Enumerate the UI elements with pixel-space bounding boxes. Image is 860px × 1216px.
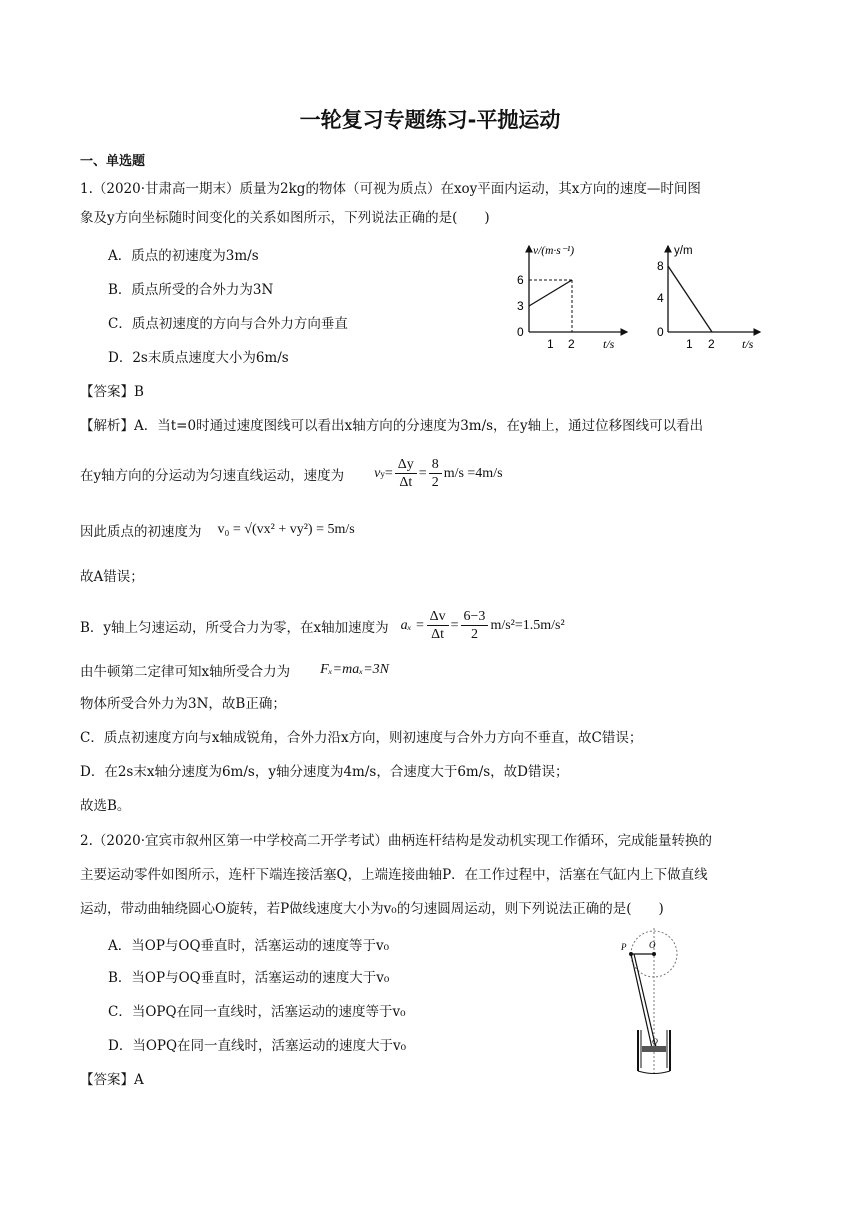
label-q: Q bbox=[652, 1037, 658, 1046]
q1-option-c: C．质点初速度的方向与合外力方向垂直 bbox=[108, 316, 348, 332]
q1-answer: 【答案】B bbox=[80, 384, 144, 400]
q2-option-d: D．当OPQ在同一直线时，活塞运动的速度大于v₀ bbox=[108, 1038, 407, 1054]
section-heading: 一、单选题 bbox=[80, 154, 146, 169]
crank-piston-figure bbox=[612, 926, 692, 1078]
q2-stem-line1: 2.（2020·宜宾市叙州区第一中学校高二开学考试）曲柄连杆结构是发动机实现工作循环，完成能量转换的 bbox=[80, 833, 713, 849]
yt-line bbox=[668, 266, 712, 332]
eq-vy: v y = $\frac{\Delta y}{\Delta t}$ = $\frac{8}{2}$ m/s =4m/s bbox=[374, 457, 503, 490]
q1-sol-text5: B．y轴上匀速运动，所受合力为零，在x轴加速度为 bbox=[80, 619, 389, 636]
q1-solution-line1: 【解析】A．当t=0时通过速度图线可以看出x轴方向的分速度为3m/s，在y轴上，通过位移图线可以看出 bbox=[80, 418, 704, 434]
eq-v0: v₀ = √(vx² + vy²) = 5m/s bbox=[217, 522, 355, 537]
yt-ytick-4: 4 bbox=[657, 291, 664, 305]
yt-xlabel: t/s bbox=[742, 337, 754, 351]
q2-stem-line3: 运动，带动曲轴绕圆心O旋转，若P做线速度大小为v₀的匀速圆周运动，则下列说法正确的是( ) bbox=[80, 901, 664, 917]
q2-option-b: B．当OP与OQ垂直时，活塞运动的速度大于v₀ bbox=[108, 970, 390, 986]
page-title: 一轮复习专题练习-平抛运动 bbox=[299, 108, 561, 132]
yt-ylabel: y/m bbox=[674, 245, 693, 257]
q2-option-c: C．当OPQ在同一直线时，活塞运动的速度等于v₀ bbox=[108, 1004, 406, 1020]
label-p: P bbox=[621, 942, 627, 952]
yt-graph bbox=[648, 240, 768, 356]
q1-solution-line3 bbox=[80, 520, 355, 540]
piston bbox=[642, 1046, 666, 1052]
vt-origin: 0 bbox=[517, 325, 524, 339]
q1-option-a: A．质点的初速度为3m/s bbox=[108, 248, 259, 264]
yt-ytick-8: 8 bbox=[657, 259, 664, 273]
q1-option-b: B．质点所受的合外力为3N bbox=[108, 282, 274, 298]
eq-ax: aₓ = $\frac{\Delta v}{\Delta t}$ = $\frac{6-3}{2}$ m/s²=1.5m/s² bbox=[400, 609, 565, 642]
q1-stem-line1: 1.（2020·甘肃高一期末）质量为2kg的物体（可视为质点）在xoy平面内运动，其x方向的速度—时间图 bbox=[80, 181, 701, 197]
vt-xtick-2: 2 bbox=[568, 337, 575, 351]
vt-xlabel: t/s bbox=[603, 337, 615, 351]
q1-stem-line2: 象及y方向坐标随时间变化的关系如图所示，下列说法正确的是( ) bbox=[80, 210, 490, 226]
vt-ylabel: v/(m·s⁻¹) bbox=[533, 245, 575, 257]
q1-sol-text6: 由牛顿第二定律可知x轴所受合力为 bbox=[80, 664, 291, 680]
q1-option-d: D．2s末质点速度大小为6m/s bbox=[108, 350, 289, 366]
q1-solution-line6 bbox=[80, 660, 389, 680]
q1-solution-line4: 故A错误； bbox=[80, 569, 144, 585]
yt-xtick-2: 2 bbox=[708, 337, 715, 351]
vt-xtick-1: 1 bbox=[547, 337, 554, 351]
q1-solution-line10: 故选B。 bbox=[80, 798, 131, 814]
q1-sol-text3: 因此质点的初速度为 bbox=[80, 524, 202, 540]
q1-solution-line2 bbox=[80, 456, 503, 491]
vt-ytick-3: 3 bbox=[517, 299, 524, 313]
vt-ytick-6: 6 bbox=[517, 273, 524, 287]
vt-line bbox=[529, 280, 572, 306]
q1-solution-line8: C．质点初速度方向与x轴成锐角，合外力沿x方向，则初速度与合外力方向不垂直，故C错误； bbox=[80, 730, 643, 746]
vt-graph bbox=[505, 240, 635, 356]
q2-stem-line2: 主要运动零件如图所示，连杆下端连接活塞Q，上端连接曲轴P．在工作过程中，活塞在气缸内上下做直线 bbox=[80, 867, 708, 883]
q1-solution-line9: D．在2s末x轴分速度为6m/s，y轴分速度为4m/s，合速度大于6m/s，故D错误； bbox=[80, 764, 569, 780]
eq-fx: Fₓ=maₓ=3N bbox=[320, 662, 389, 677]
q2-answer: 【答案】A bbox=[80, 1072, 144, 1088]
q1-solution-line5 bbox=[80, 608, 565, 643]
yt-origin: 0 bbox=[657, 325, 664, 339]
q2-option-a: A．当OP与OQ垂直时，活塞运动的速度等于v₀ bbox=[108, 938, 390, 954]
yt-xtick-1: 1 bbox=[686, 337, 693, 351]
q1-solution-line7: 物体所受合外力为3N，故B正确； bbox=[80, 696, 286, 712]
label-o: O bbox=[649, 940, 656, 950]
q1-sol-text2: 在y轴方向的分运动为匀速直线运动，速度为 bbox=[80, 467, 345, 484]
